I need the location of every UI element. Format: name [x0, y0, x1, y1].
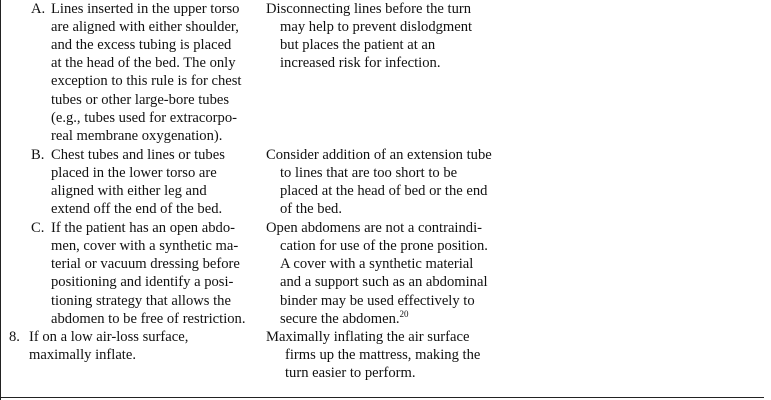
- action-text-line: Lines inserted in the upper torso: [51, 1, 240, 17]
- action-text-line: exception to this rule is for chest: [51, 73, 242, 89]
- rationale-text-line: firms up the mattress, making the: [285, 347, 481, 363]
- step-marker: B.: [31, 147, 45, 163]
- action-text-line: abdomen to be free of restriction.: [51, 311, 246, 327]
- rationale-text-line: binder may be used effectively to: [280, 293, 475, 309]
- table-bottom-rule: [0, 397, 764, 398]
- action-text-line: extend off the end of the bed.: [51, 201, 223, 217]
- rationale-text-line: increased risk for infection.: [280, 55, 441, 71]
- action-text-line: real membrane oxygenation).: [51, 128, 223, 144]
- reference-superscript: 20: [399, 309, 409, 319]
- action-text-line: If on a low air-loss surface,: [29, 329, 189, 345]
- action-text-line: are aligned with either shoulder,: [51, 19, 239, 35]
- action-text-line: maximally inflate.: [29, 347, 136, 363]
- action-text-line: terial or vacuum dressing before: [51, 256, 240, 272]
- left-border-rule: [0, 0, 1, 400]
- action-text-line: at the head of the bed. The only: [51, 55, 236, 71]
- rationale-text-line: turn easier to perform.: [285, 365, 416, 381]
- rationale-text-line: Open abdomens are not a contraindi-: [266, 220, 482, 236]
- action-text-line: If the patient has an open abdo-: [51, 220, 235, 236]
- action-text-line: Chest tubes and lines or tubes: [51, 147, 225, 163]
- rationale-text-line: [280, 310, 409, 328]
- step-marker: C.: [31, 220, 45, 236]
- action-text-line: tubes or other large-bore tubes: [51, 92, 230, 108]
- action-text-line: placed in the lower torso are: [51, 165, 217, 181]
- rationale-text-line: Disconnecting lines before the turn: [266, 1, 472, 17]
- action-text-line: positioning and identify a posi-: [51, 274, 234, 290]
- action-text-line: men, cover with a synthetic ma-: [51, 238, 239, 254]
- action-text-line: aligned with either leg and: [51, 183, 207, 199]
- action-text-line: (e.g., tubes used for extracorpo-: [51, 110, 237, 126]
- rationale-text-line: but places the patient at an: [280, 37, 436, 53]
- rationale-text-line: Maximally inflating the air surface: [266, 329, 470, 345]
- action-text-line: tioning strategy that allows the: [51, 293, 231, 309]
- step-marker: 8.: [9, 329, 20, 345]
- rationale-text-line: and a support such as an abdominal: [280, 274, 488, 290]
- rationale-text-line: cation for use of the prone position.: [280, 238, 488, 254]
- rationale-text-line: of the bed.: [280, 201, 343, 217]
- rationale-text-line: placed at the head of bed or the end: [280, 183, 488, 199]
- rationale-text-line: to lines that are too short to be: [280, 165, 458, 181]
- rationale-text-line: may help to prevent dislodgment: [280, 19, 473, 35]
- rationale-text-line: A cover with a synthetic material: [280, 256, 474, 272]
- action-text-line: and the excess tubing is placed: [51, 37, 232, 53]
- rationale-text-line: Consider addition of an extension tube: [266, 147, 492, 163]
- rationale-text: secure the abdomen.: [280, 311, 400, 327]
- step-marker: A.: [31, 1, 46, 17]
